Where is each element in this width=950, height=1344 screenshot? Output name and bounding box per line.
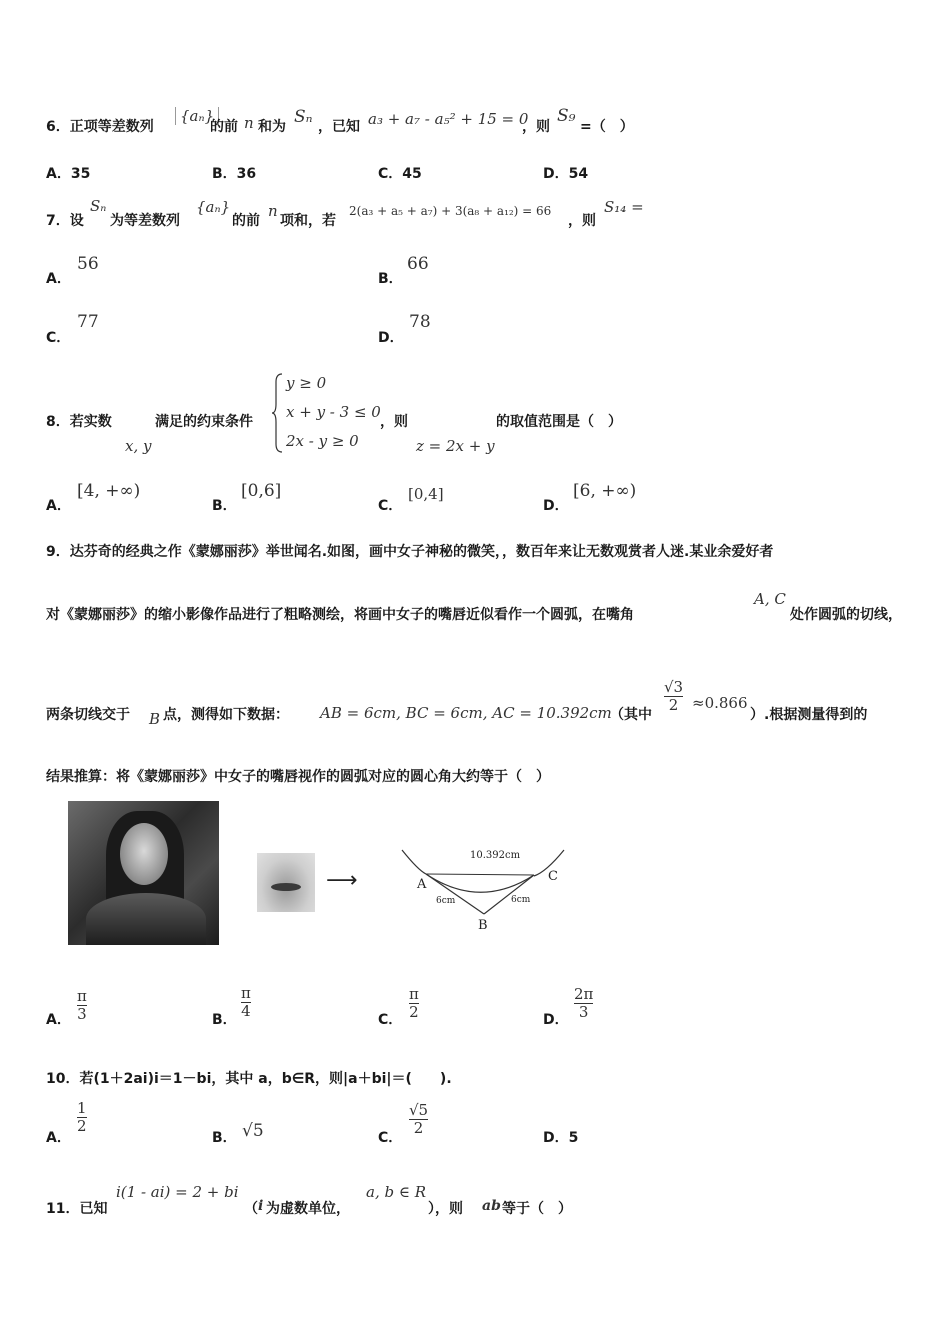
q8-stem: 满足的约束条件 — [155, 414, 253, 430]
q7-condition: 2(a₃ + a₅ + a₇) + 3(a₈ + a₁₂) = 66 — [349, 204, 552, 218]
q10-option-a-value[interactable]: 1 2 — [77, 1099, 87, 1136]
q8-stem: 的取值范围是（ ） — [496, 414, 622, 430]
q9-line-2b: 处作圆弧的切线， — [790, 607, 902, 623]
q7-S14: S₁₄ = — [604, 198, 644, 216]
q10-option-c-label[interactable]: C． — [378, 1130, 403, 1146]
q8-option-d-value[interactable]: [6, +∞) — [573, 481, 637, 501]
q7-option-a-value[interactable]: 56 — [77, 254, 99, 274]
q9-option-d-label[interactable]: D． — [543, 1012, 569, 1028]
q6-stem: ，已知 — [318, 119, 360, 135]
q9-option-c-label[interactable]: C． — [378, 1012, 403, 1028]
q9-line-1: 9．达芬奇的经典之作《蒙娜丽莎》举世闻名.如图，画中女子神秘的微笑，，数百年来让无数观赏者人迷.某业余爱好者 — [46, 544, 774, 560]
q6-stem: 的前 — [210, 119, 238, 135]
q9-option-b-value[interactable]: π 4 — [241, 984, 251, 1021]
diagram-bc-length: 6cm — [511, 895, 531, 905]
q8-constraint-3: 2x - y ≥ 0 — [286, 432, 359, 450]
q8-target: z = 2x + y — [416, 437, 495, 455]
q8-constraint-1: y ≥ 0 — [286, 374, 327, 392]
q8-constraint-2: x + y - 3 ≤ 0 — [286, 403, 381, 421]
q7-sequence: {aₙ} — [196, 198, 231, 216]
arc-tangent-diagram — [396, 840, 572, 936]
q6-stem: =（ ） — [580, 119, 634, 135]
q7-Sn: Sₙ — [90, 197, 107, 215]
q9-line-2: 对《蒙娜丽莎》的缩小影像作品进行了粗略测绘，将画中女子的嘴唇近似看作一个圆弧，在嘴角 — [46, 607, 634, 623]
q10-option-c-value[interactable]: √5 2 — [409, 1101, 429, 1138]
q6-Sn: Sₙ — [294, 107, 313, 127]
q6-S9: S₉ — [557, 106, 576, 126]
q8-stem: ，则 — [380, 414, 408, 430]
q9-option-d-value[interactable]: 2π 3 — [574, 985, 594, 1022]
q9-sqrt3-over-2: √3 2 — [664, 678, 684, 715]
q11-stem: （ — [244, 1201, 258, 1217]
q9-AC: A, C — [754, 590, 786, 608]
q8-option-b-value[interactable]: [0,6] — [241, 481, 282, 501]
q7-option-d-label[interactable]: D． — [378, 330, 404, 346]
q9-option-a-value[interactable]: π 3 — [77, 987, 87, 1024]
q10-option-d[interactable]: D．5 — [543, 1130, 579, 1146]
q9-option-b-label[interactable]: B． — [212, 1012, 237, 1028]
q7-stem: ，则 — [568, 213, 596, 229]
diagram-label-b: B — [478, 918, 488, 933]
q9-B: B — [149, 710, 161, 728]
q6-condition: a₃ + a₇ - a₅² + 15 = 0 — [368, 110, 529, 128]
q11-stem: 等于（ ） — [502, 1201, 572, 1217]
q7-stem: 的前 — [232, 213, 260, 229]
q6-option-b[interactable]: B．36 — [212, 166, 257, 182]
q9-option-a-label[interactable]: A． — [46, 1012, 71, 1028]
q6-sequence: {aₙ} — [175, 107, 219, 125]
q7-stem: 为等差数列 — [110, 213, 180, 229]
q7-option-d-value[interactable]: 78 — [409, 312, 431, 332]
q7-option-a-label[interactable]: A． — [46, 271, 71, 287]
q11-stem: ），则 — [428, 1201, 463, 1217]
q8-stem: 8．若实数 — [46, 414, 112, 430]
q7-stem: 项和，若 — [280, 213, 336, 229]
q8-option-b-label[interactable]: B． — [212, 498, 237, 514]
mona-lisa-image — [68, 801, 219, 945]
q9-approx: ≈0.866 — [692, 694, 748, 712]
q8-option-a-label[interactable]: A． — [46, 498, 71, 514]
q9-line-3c: （其中 — [610, 707, 652, 723]
q11-equation: i(1 - ai) = 2 + bi — [116, 1183, 239, 1201]
q11-i: i — [258, 1198, 264, 1214]
q10-stem: 10．若(1＋2ai)i＝1－bi，其中 a，b∈R，则|a＋bi|＝( ). — [46, 1071, 452, 1087]
q9-option-c-value[interactable]: π 2 — [409, 985, 419, 1022]
q7-option-b-label[interactable]: B． — [378, 271, 403, 287]
q9-line-3: 两条切线交于 — [46, 707, 130, 723]
q11-ab: ab — [482, 1198, 501, 1214]
q8-vars: x, y — [125, 437, 152, 455]
q7-option-c-label[interactable]: C． — [46, 330, 71, 346]
q7-stem: 7．设 — [46, 213, 84, 229]
diagram-ac-length: 10.392cm — [470, 850, 521, 861]
q11-stem: 为虚数单位， — [266, 1201, 350, 1217]
q6-option-c[interactable]: C．45 — [378, 166, 422, 182]
arrow-icon: ⟶ — [326, 868, 358, 893]
q6-option-d[interactable]: D．54 — [543, 166, 589, 182]
lips-closeup-image — [257, 853, 315, 912]
q10-option-a-label[interactable]: A． — [46, 1130, 71, 1146]
diagram-label-a: A — [417, 877, 427, 892]
q8-option-c-label[interactable]: C． — [378, 498, 403, 514]
q10-option-b-value[interactable]: √5 — [242, 1121, 264, 1141]
q6-stem: 6．正项等差数列 — [46, 119, 154, 135]
q6-stem: 和为 — [258, 119, 286, 135]
q9-line-4: 结果推算：将《蒙娜丽莎》中女子的嘴唇视作的圆弧对应的圆心角大约等于（ ） — [46, 769, 550, 785]
q7-n: n — [268, 202, 278, 220]
q6-stem: ，则 — [522, 119, 550, 135]
q10-option-b-label[interactable]: B． — [212, 1130, 237, 1146]
q7-option-b-value[interactable]: 66 — [407, 254, 429, 274]
q8-option-a-value[interactable]: [4, +∞) — [77, 481, 141, 501]
q6-option-a[interactable]: A．35 — [46, 166, 91, 182]
q9-line-3b: 点，测得如下数据： — [163, 707, 289, 723]
q8-option-c-value[interactable]: [0,4] — [408, 485, 444, 503]
diagram-ab-length: 6cm — [436, 896, 456, 906]
diagram-label-c: C — [548, 869, 558, 884]
q9-line-3d: ）.根据测量得到的 — [750, 707, 868, 723]
q8-option-d-label[interactable]: D． — [543, 498, 569, 514]
q11-stem: 11．已知 — [46, 1201, 108, 1217]
q11-ab-real: a, b ∈ R — [366, 1183, 427, 1201]
q7-option-c-value[interactable]: 77 — [77, 312, 99, 332]
q9-data: AB = 6cm, BC = 6cm, AC = 10.392cm — [320, 704, 612, 722]
q8-left-brace — [272, 372, 284, 454]
q6-n: n — [244, 114, 254, 132]
